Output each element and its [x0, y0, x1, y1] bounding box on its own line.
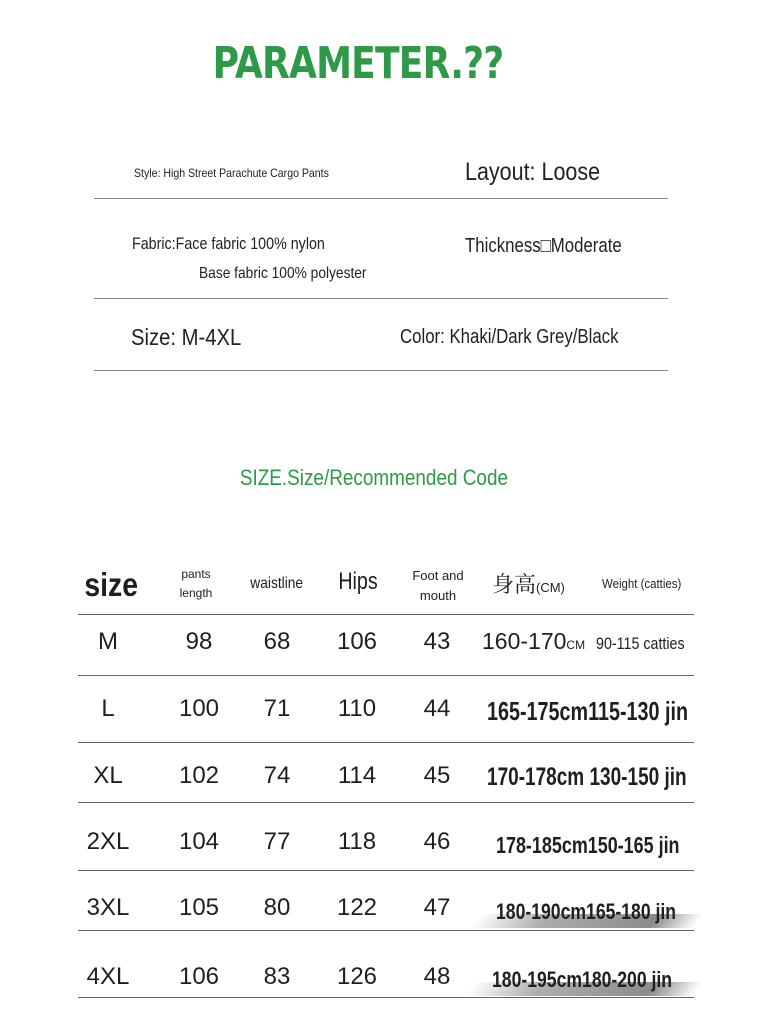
cell-length: 104 — [178, 828, 220, 855]
cell-foot: 43 — [423, 628, 451, 655]
header-weight: Weight (catties) — [602, 576, 682, 591]
cell-length: 98 — [185, 628, 213, 655]
table-row — [78, 614, 694, 676]
fabric-line-2: Base fabric 100% polyester — [199, 265, 367, 282]
size-section-title-text: SIZE.Size/Recommended Code — [239, 465, 509, 490]
cell-recommend: 178-185cm150-165 jin — [496, 832, 680, 858]
thickness-text: Thickness□Moderate — [465, 235, 622, 257]
header-height-label: 身高 — [492, 572, 537, 597]
cell-waist: 83 — [263, 963, 291, 990]
size-section-title — [0, 465, 748, 491]
cell-recommend: 165-175cm115-130 jin — [487, 696, 689, 726]
cell-size: XL — [93, 762, 123, 789]
cell-waist: 71 — [263, 695, 291, 722]
cell-hips: 118 — [337, 828, 377, 855]
header-pants-length-line1: pants — [181, 567, 211, 581]
fabric-line-1: Fabric:Face fabric 100% nylon — [132, 234, 325, 253]
layout-text: Layout: Loose — [465, 158, 601, 186]
cell-hips: 110 — [337, 695, 377, 722]
cell-length: 102 — [178, 762, 220, 789]
color-text: Color: Khaki/Dark Grey/Black — [400, 326, 619, 348]
header-foot-mouth — [404, 566, 472, 606]
cell-height — [482, 628, 594, 655]
cell-recommend: 170-178cm 130-150 jin — [487, 763, 687, 791]
param-row-style-layout — [94, 150, 668, 199]
header-waistline: waistline — [250, 575, 304, 592]
cell-waist: 68 — [263, 628, 291, 655]
table-row — [78, 675, 694, 743]
cell-size: 4XL — [86, 963, 130, 990]
cell-hips: 106 — [336, 628, 378, 655]
header-pants-length — [166, 565, 226, 603]
cell-recommend: 180-190cm165-180 jin — [496, 899, 677, 924]
cell-foot: 45 — [423, 762, 451, 789]
table-header-row — [78, 556, 694, 615]
cell-length: 105 — [178, 894, 220, 921]
header-foot-mouth-line2: mouth — [419, 588, 457, 603]
cell-waist: 74 — [263, 762, 291, 789]
param-row-size-color — [94, 312, 668, 371]
cell-foot: 46 — [423, 828, 451, 855]
size-table — [78, 556, 694, 1001]
cell-height-unit: CM — [566, 638, 586, 652]
cell-length: 106 — [178, 963, 220, 990]
cell-waist: 80 — [263, 894, 291, 921]
cell-foot: 44 — [423, 695, 451, 722]
cell-size: L — [101, 695, 115, 722]
cell-foot: 48 — [423, 963, 451, 990]
table-row — [78, 870, 694, 931]
header-height — [492, 568, 582, 599]
cell-height-value: 160-170 — [482, 628, 567, 654]
header-pants-length-line2: length — [179, 586, 213, 600]
cell-size: M — [98, 628, 118, 655]
header-height-unit: (CM) — [536, 580, 565, 595]
header-size: size — [84, 566, 138, 603]
style-text: Style: High Street Parachute Cargo Pants — [134, 166, 329, 180]
cell-waist: 77 — [263, 828, 291, 855]
cell-hips: 122 — [336, 894, 378, 921]
table-row — [78, 802, 694, 871]
cell-size: 2XL — [86, 828, 130, 855]
cell-length: 100 — [178, 695, 220, 722]
header-hips: Hips — [338, 568, 378, 595]
size-range-text: Size: M-4XL — [131, 324, 242, 350]
page-title: PARAMETER.?? — [212, 38, 504, 89]
cell-recommend: 180-195cm180-200 jin — [492, 967, 673, 992]
cell-hips: 114 — [337, 762, 377, 789]
header-foot-mouth-line1: Foot and — [412, 568, 464, 583]
table-row — [78, 930, 694, 998]
cell-hips: 126 — [336, 963, 378, 990]
cell-foot: 47 — [423, 894, 451, 921]
param-row-fabric-thickness — [94, 222, 668, 299]
cell-size: 3XL — [86, 894, 130, 921]
table-row — [78, 742, 694, 803]
cell-weight: 90-115 catties — [596, 634, 685, 653]
